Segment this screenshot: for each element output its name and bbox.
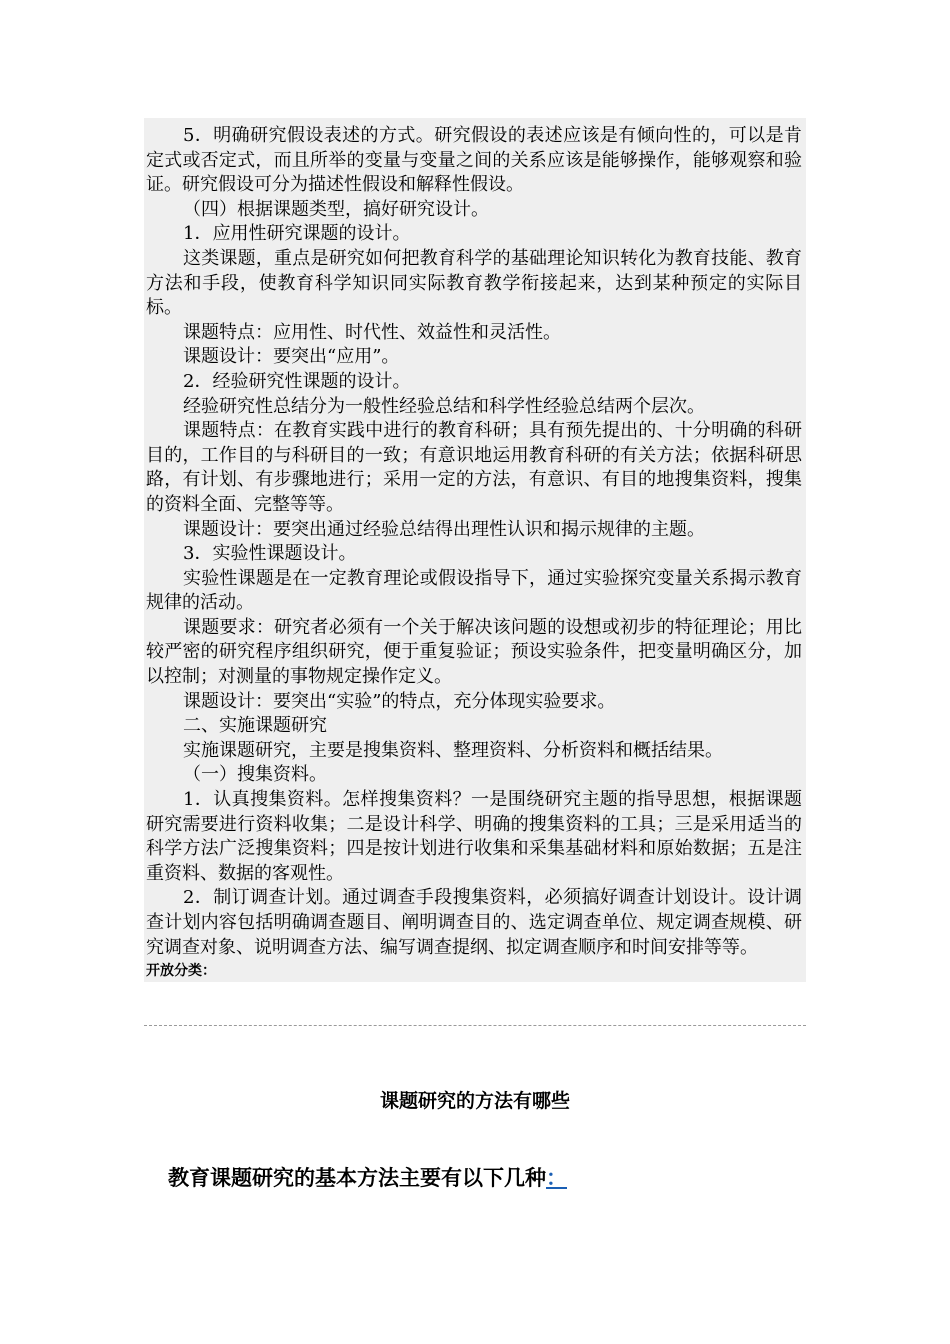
article-body — [144, 118, 806, 982]
dashed-divider — [144, 1025, 806, 1026]
paragraph: 实施课题研究，主要是搜集资料、整理资料、分析资料和概括结果。 — [183, 739, 723, 761]
paragraph: 2．经验研究性课题的设计。 — [183, 370, 411, 392]
paragraph: 课题设计：要突出通过经验总结得出理性认识和揭示规律的主题。 — [183, 518, 705, 540]
paragraph: 实验性课题是在一定教育理论或假设指导下，通过实验探究变量关系揭示教育规律的活动。 — [146, 567, 802, 614]
paragraph: 1．认真搜集资料。怎样搜集资料？一是围绕研究主题的指导思想，根据课题研究需要进行资料收集；二是设计科学、明确的搜集资料的工具；三是采用适当的科学方法广泛搜集资料；四是按计划进行收集和采集基础材料和原始数据；五是注重资料、数据的客观性。 — [146, 789, 802, 884]
paragraph: 3．实验性课题设计。 — [183, 543, 357, 565]
paragraph: 课题要求：研究者必须有一个关于解决该问题的设想或初步的特征理论；用比较严密的研究程序组织研究，便于重复验证；预设实验条件，把变量明确区分，加以控制；对测量的事物规定操作定义。 — [146, 616, 802, 688]
paragraph: 课题特点：应用性、时代性、效益性和灵活性。 — [183, 321, 561, 343]
paragraph: 课题特点：在教育实践中进行的教育科研；具有预先提出的、十分明确的科研目的，工作目的与科研目的一致；有意识地运用教育科研的有关方法；依据科研思路，有计划、有步骤地进行；采用一定的方法，有意识、有目的地搜集资料，搜集的资料全面、完整等等。 — [146, 420, 802, 515]
paragraph: （一）搜集资料。 — [183, 764, 327, 786]
paragraph: （四）根据课题类型，搞好研究设计。 — [183, 198, 489, 220]
paragraph: 1．应用性研究课题的设计。 — [183, 223, 411, 245]
paragraph: 经验研究性总结分为一般性经验总结和科学性经验总结两个层次。 — [183, 395, 705, 417]
paragraph: 二、实施课题研究 — [183, 715, 327, 737]
section-heading — [168, 1164, 581, 1192]
open-category-label: 开放分类： — [146, 963, 216, 980]
paragraph: 5．明确研究假设表述的方式。研究假设的表述应该是有倾向性的，可以是肯定式或否定式，而且所举的变量与变量之间的关系应该是能够操作，能够观察和验证。研究假设可分为描述性假设和解释性假设。 — [146, 125, 802, 196]
section-heading-text: 教育课题研究的基本方法主要有以下几种 — [168, 1166, 546, 1190]
paragraph: 这类课题，重点是研究如何把教育科学的基础理论知识转化为教育技能、教育方法和手段，使教育科学知识同实际教育教学衔接起来，达到某种预定的实际目标。 — [146, 247, 802, 319]
paragraph: 课题设计：要突出“实验”的特点，充分体现实验要求。 — [183, 690, 616, 712]
paragraph: 课题设计：要突出“应用”。 — [183, 346, 400, 368]
article-title: 课题研究的方法有哪些 — [379, 1090, 570, 1112]
section-heading-link[interactable]: ： — [546, 1166, 567, 1190]
paragraph: 2．制订调查计划。通过调查手段搜集资料，必须搞好调查计划设计。设计调查计划内容包括明确调查题目、阐明调查目的、选定调查单位、规定调查规模、研究调查对象、说明调查方法、编写调查提纲、拟定调查顺序和时间安排等等。 — [146, 887, 802, 958]
